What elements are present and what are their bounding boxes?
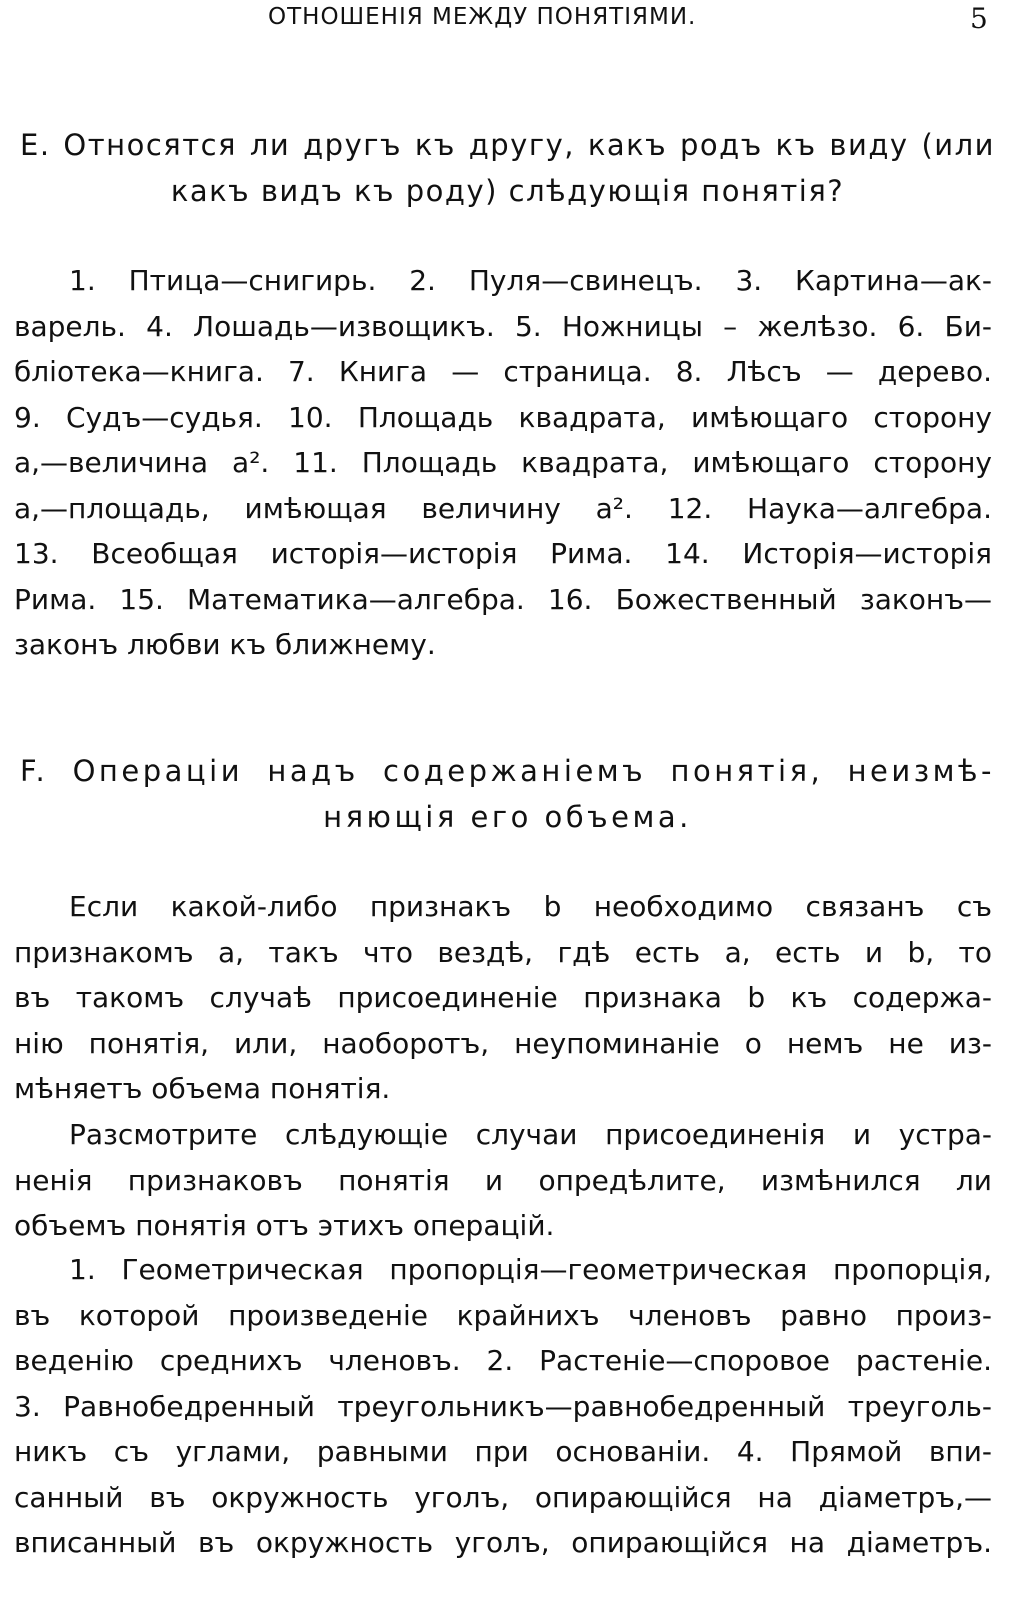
section-f-intro-paragraph (14, 884, 992, 1112)
section-f-heading-line: F. Операціи надъ содержаніемъ понятія, неизмѣ- (20, 754, 995, 788)
text-line: 13. Всеобщая исторія—исторія Рима. 14. Исторія—исторія (14, 537, 992, 570)
text-line: 1. Геометрическая пропорція—геометрическая пропорція, (69, 1253, 992, 1286)
text-line: мѣняетъ объема понятія. (14, 1072, 391, 1105)
text-line: 1. Птица—снигирь. 2. Пуля—свинецъ. 3. Картина—ак- (69, 264, 992, 297)
text-line: 9. Судъ—судья. 10. Площадь квадрата, имѣющаго сторону (14, 400, 992, 434)
section-f-heading (20, 748, 995, 840)
section-e-heading (20, 122, 995, 214)
text-line: а,—величина а². 11. Площадь квадрата, имѣющаго сторону (14, 446, 992, 479)
section-f-exercise-list (14, 1247, 992, 1566)
text-line: Разсмотрите слѣдующіе случаи присоединенія и устра- (69, 1118, 992, 1151)
text-line: варель. 4. Лошадь—извощикъ. 5. Ножницы – желѣзо. 6. Би- (14, 309, 992, 343)
text-line: въ такомъ случаѣ присоединеніе признака b къ содержа- (14, 981, 992, 1014)
text-line: законъ любви къ ближнему. (14, 628, 436, 661)
section-e-heading-line: E. Относятся ли другъ къ другу, какъ родъ къ виду (или (20, 128, 995, 162)
text-line: бліотека—книга. 7. Книга — страница. 8. Лѣсъ — дерево. (14, 355, 992, 388)
text-line: 3. Равнобедренный треугольникъ—равнобедренный треуголь- (14, 1389, 992, 1423)
text-line: никъ съ углами, равными при основаніи. 4. Прямой впи- (14, 1435, 992, 1468)
text-line: въ которой произведеніе крайнихъ членовъ равно произ- (14, 1298, 992, 1332)
section-f-heading-line: няющія его объема. (323, 800, 692, 834)
text-line: веденію среднихъ членовъ. 2. Растеніе—споровое растеніе. (14, 1344, 992, 1377)
page-number: 5 (970, 2, 988, 35)
text-line: Рима. 15. Математика—алгебра. 16. Божественный законъ— (14, 582, 992, 616)
section-e-exercise-list (14, 258, 992, 668)
section-f-instructions-paragraph (14, 1112, 992, 1249)
text-line: а,—площадь, имѣющая величину а². 12. Наука—алгебра. (14, 491, 992, 525)
text-line: ненія признаковъ понятія и опредѣлите, измѣнился ли (14, 1163, 992, 1197)
text-line: признакомъ а, такъ что вездѣ, гдѣ есть а, есть и b, то (14, 935, 992, 969)
text-line: санный въ окружность уголъ, опирающійся на діаметръ,— (14, 1480, 992, 1514)
section-e-heading-line: какъ видъ къ роду) слѣдующія понятія? (170, 174, 845, 208)
running-header (0, 2, 1025, 36)
text-line: Если какой-либо признакъ b необходимо связанъ съ (69, 890, 992, 923)
text-line: вписанный въ окружность уголъ, опирающійся на діаметръ. (14, 1526, 992, 1559)
running-title: ОТНОШЕНІЯ МЕЖДУ ПОНЯТІЯМИ. (268, 4, 697, 30)
text-line: объемъ понятія отъ этихъ операцій. (14, 1209, 555, 1242)
text-line: нію понятія, или, наоборотъ, неупоминаніе о немъ не из- (14, 1026, 992, 1060)
